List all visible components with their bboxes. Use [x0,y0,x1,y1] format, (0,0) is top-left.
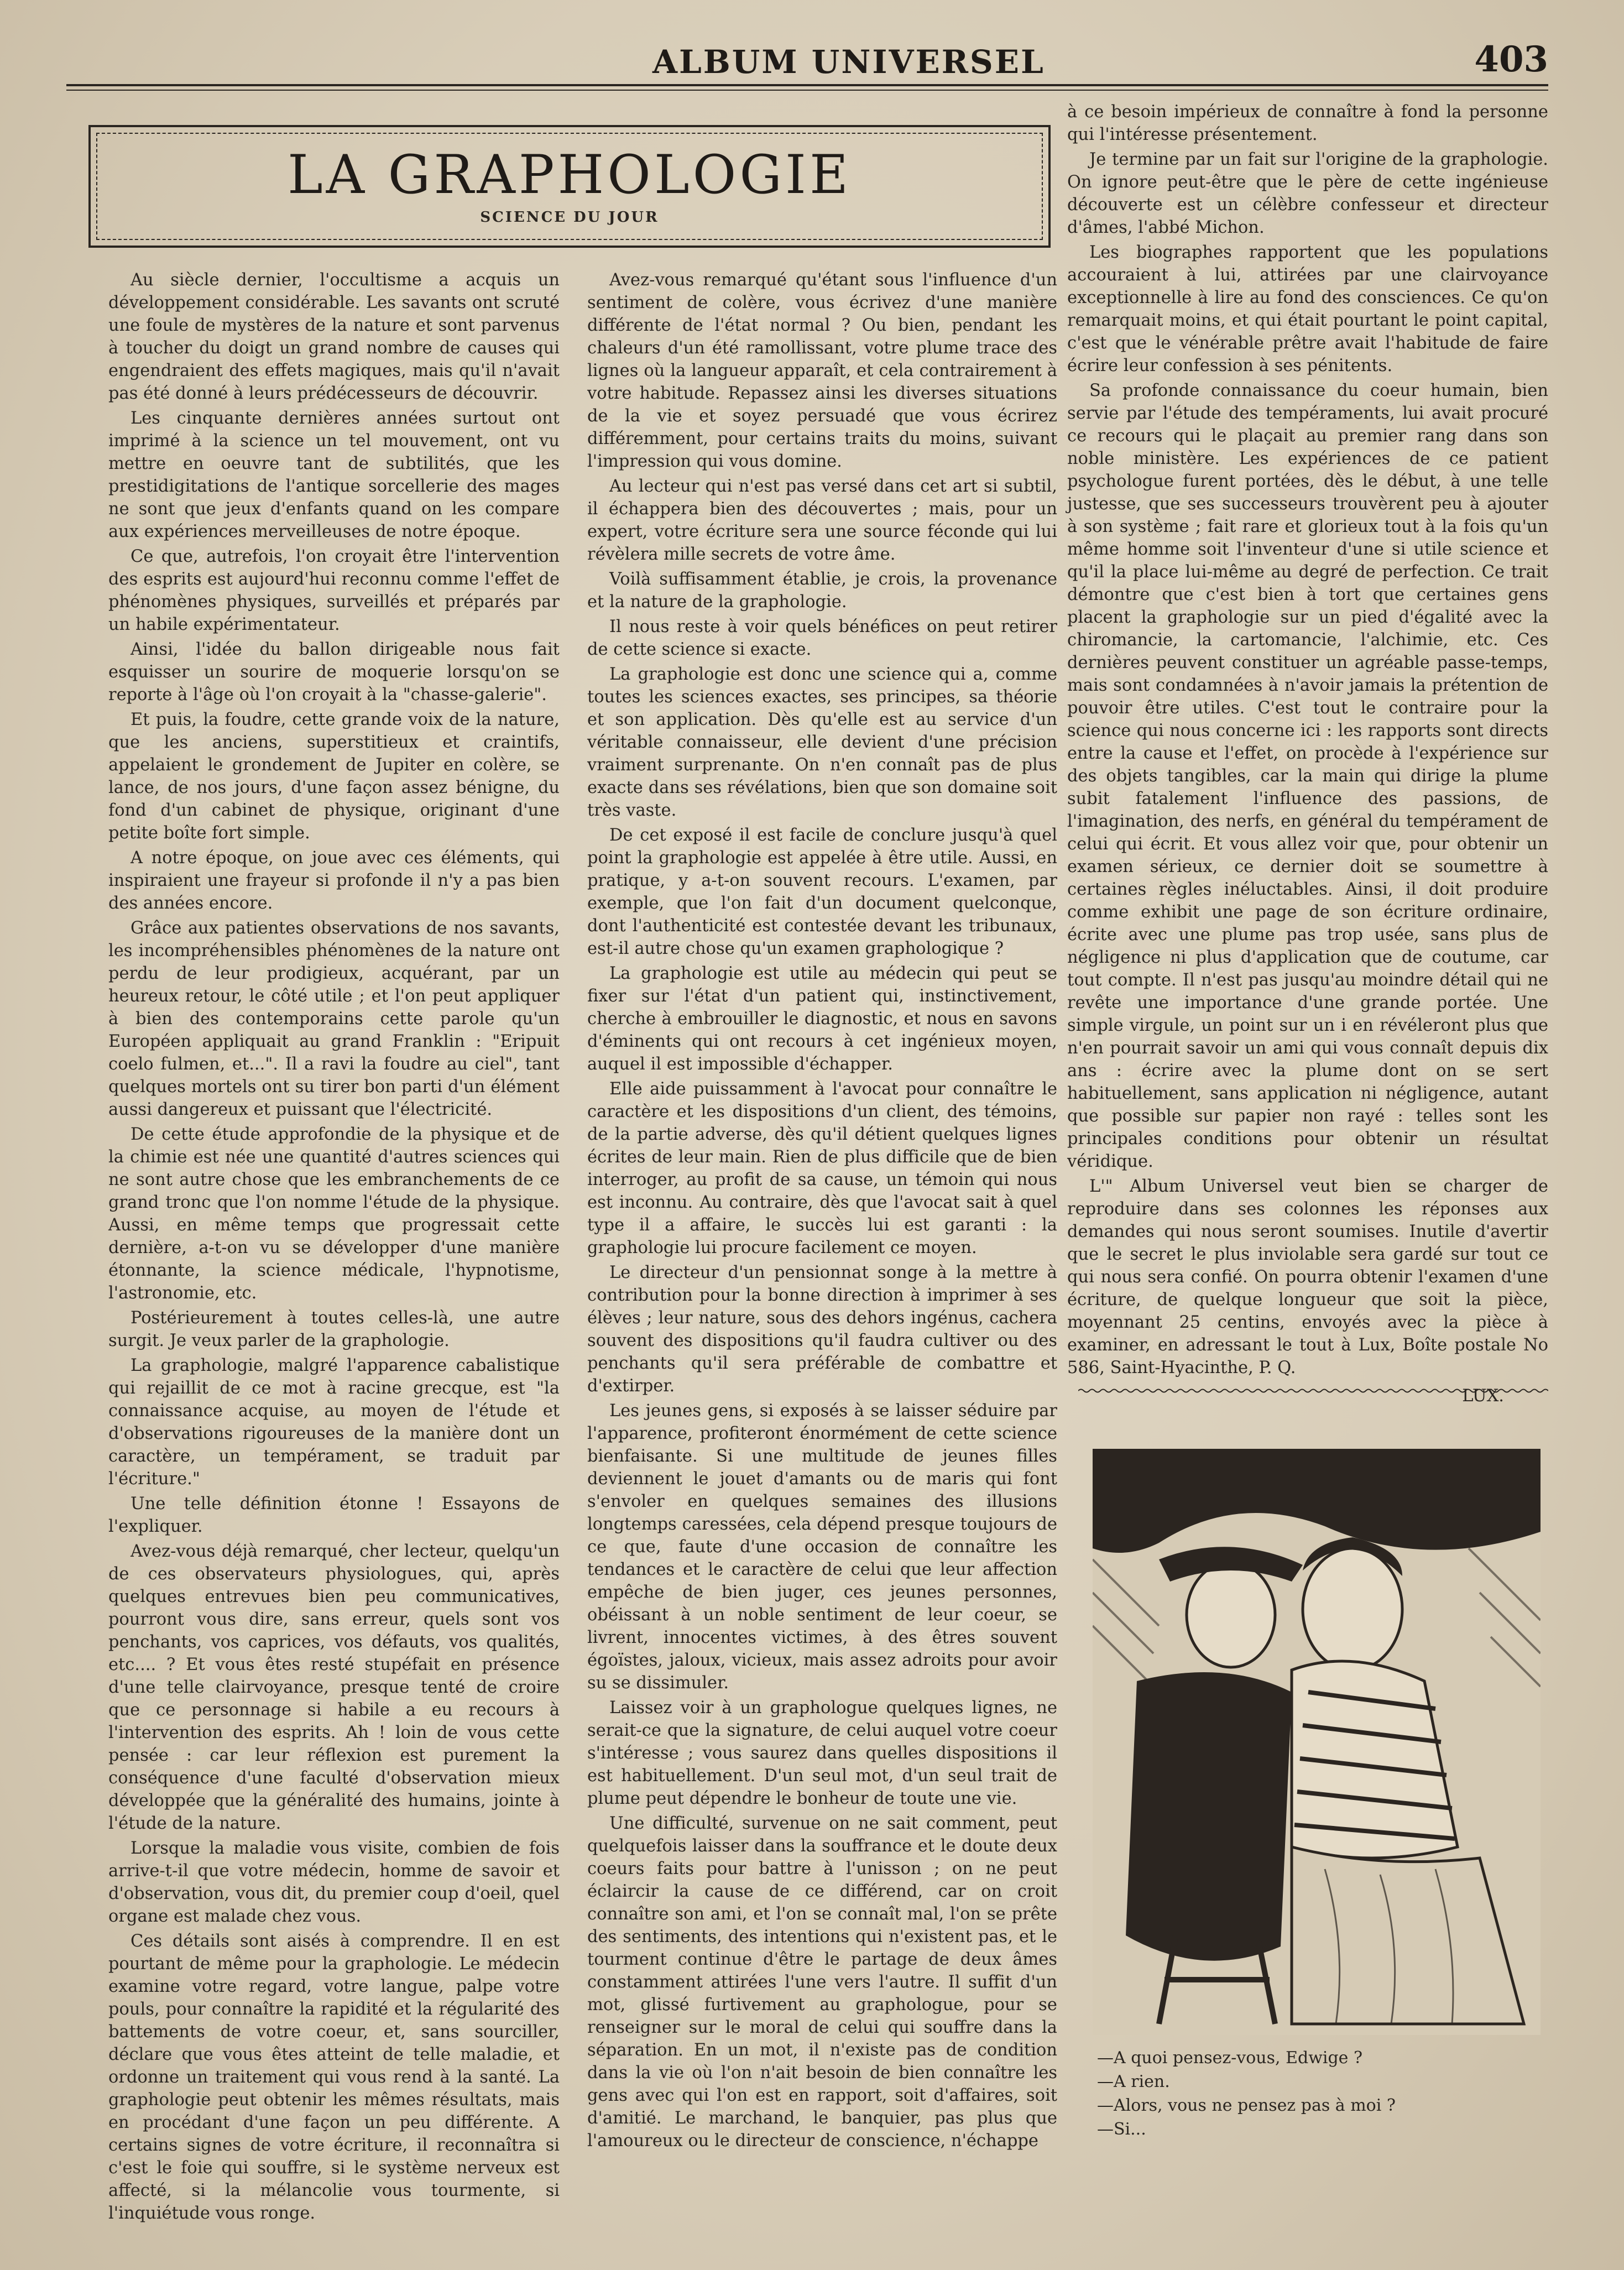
page-header [66,39,1548,83]
paragraph: Ces détails sont aisés à comprendre. Il en est pourtant de même pour la graphologie. Le médecin examine votre regard, votre langue, palpe votre pouls, pour connaître la rapidité et la régularité des battements de votre coeur, et, sans sourciller, déclare que vous êtes atteint de telle maladie, et ordonne un traitement qui vous rend à la santé. La graphologie peut obtenir les mêmes résultats, mais en procédant d'une façon un peu différente. A certains signes de votre écriture, il reconnaîtra si c'est le foie qui souffre, si le système nerveux est affecté, si la mélancolie vous tourmente, si l'inquiétude vous ronge. [108,1932,560,2223]
paragraph: Voilà suffisamment établie, je crois, la provenance et la nature de la graphologie. [587,570,1057,612]
paragraph: Les jeunes gens, si exposés à se laisser séduire par l'apparence, profiteront énormément de cette science bienfaisante. Si une multitude de jeunes filles deviennent le jouet d'amants ou de maris qui font s'envoler en quelques semaines des illusions longtemps caressées, cela dépend presque toujours de ce que, faute d'une occasion de connaître les tendances et le caractère de celui que leur affection empêche de bien juger, ces jeunes personnes, obéissant à un noble sentiment de leur coeur, se livrent, innocentes victimes, à des êtres souvent égoïstes, jaloux, vicieux, mais assez adroits pour avoir su se dissimuler. [587,1401,1057,1693]
article-title-box [88,125,1051,248]
illustration-caption [1097,2046,1539,2141]
paragraph: Grâce aux patientes observations de nos savants, les incompréhensibles phénomènes de la nature ont perdu de leur prodigieux, acquérant, par un heureux retour, le côté utile ; et l'on peut appliquer à bien des contemporains cette parole qu'un Européen appliquait au grand Franklin : "Eripuit coelo fulmen, et...". Il a ravi la foudre au ciel", tant quelques mortels ont su tirer bon parti d'un élément aussi dangereux et puissant que l'électricité. [108,919,560,1119]
column-3 [1067,101,1548,1410]
paragraph: Une difficulté, survenue on ne sait comment, peut quelquefois laisser dans la souffrance et le doute deux coeurs faits pour battre à l'unisson ; on ne peut éclaircir la cause de ce différend, car on croit connaître son ami, et l'on se connaît mal, l'on se prête des sentiments, des intentions qui n'existent pas, et le tourment continue d'être le partage de deux âmes constamment attirées l'une vers l'autre. Il suffit d'un mot, glissé furtivement au graphologue, pour se renseigner sur le moral de celui qui souffre dans la séparation. En un mot, il n'existe pas de condition dans la vie où l'on n'ait besoin de bien connaître les gens avec qui l'on est en rapport, soit d'affaires, soit d'amitié. Le marchand, le banquier, pas plus que l'amoureux ou le directeur de conscience, n'échappe [587,1814,1057,2151]
paragraph: Avez-vous déjà remarqué, cher lecteur, quelqu'un de ces observateurs physiologues, qui, après quelques entrevues bien peu communicatives, pourront vous dire, sans erreur, quels sont vos penchants, vos caprices, vos défauts, vos qualités, etc.... ? Et vous êtes resté stupéfait en présence d'une telle clairvoyance, presque tenté de croire que ce personnage si habile a eu recours à l'intervention des esprits. Ah ! loin de vous cette pensée : car leur réflexion est purement la conséquence d'une faculté d'observation mieux développée que la généralité des humains, jointe à l'étude de la nature. [108,1542,560,1833]
article-title: LA GRAPHOLOGIE [287,144,852,206]
paragraph: Ce que, autrefois, l'on croyait être l'intervention des esprits est aujourd'hui reconnu comme l'effet de phénomènes physiques, surveillés et préparés par un habile expérimentateur. [108,547,560,634]
caption-line: —A quoi pensez-vous, Edwige ? [1097,2048,1363,2068]
paragraph: Au lecteur qui n'est pas versé dans cet art si subtil, il échappera bien des découvertes ; mais, pour un expert, votre écriture sera une source féconde qui lui révèlera mille secrets de votre âme. [587,477,1057,564]
caption-line: —A rien. [1097,2072,1170,2091]
paragraph: A notre époque, on joue avec ces éléments, qui inspiraient une frayeur si profonde il n'y a pas bien des années encore. [108,848,560,913]
section-divider [1078,1388,1548,1394]
paragraph: Une telle définition étonne ! Essayons de l'expliquer. [108,1494,560,1536]
author-signature: LUX. [1462,1386,1504,1406]
paragraph: L'" Album Universel veut bien se charger de reproduire dans ses colonnes les réponses aux demandes qui nous seront soumises. Inutile d'avertir que le secret le plus inviolable sera gardé sur tout ce qui nous sera confié. On pourra obtenir l'examen d'une écriture, de quelque longueur que soit la pièce, moyennant 25 centins, envoyés avec la pièce à examiner, en adressant le tout à Lux, Boîte postale No 586, Saint-Hyacinthe, P. Q. [1067,1177,1548,1377]
paragraph: Sa profonde connaissance du coeur humain, bien servie par l'étude des tempéraments, lui avait procuré ce recours qui le plaçait au premier rang dans son noble ministère. Les expériences de ce patient psychologue furent portées, dès le début, à une telle justesse, que ses successeurs trouvèrent peu à ajouter à son système ; fait rare et glorieux tout à la fois qu'un même homme soit l'inventeur d'une si utile science et qu'il la place lui-même au degré de perfection. Ce trait démontre que c'est bien à tort que certaines gens placent la graphologie sur un pied d'égalité avec la chiromancie, la cartomancie, l'alchimie, etc. Ces dernières peuvent constituer un agréable passe-temps, mais sont condamnées à n'avoir jamais la prétention de pouvoir être utiles. C'est tout le contraire pour la science qui nous concerne ici : les rapports sont directs entre la cause et l'effet, on procède à l'expérience sur des objets tangibles, car la main qui dirige la plume subit fatalement l'influence des passions, de l'imagination, des nerfs, en général du tempérament de celui qui écrit. Et vous allez voir que, pour obtenir un examen sérieux, ce dernier doit se soumettre à certaines règles inéluctables. Ainsi, il doit produire comme exhibit une page de son écriture ordinaire, écrite avec une plume pas trop usée, sans plus de négligence ni plus d'application que de coutume, car tout compte. Il n'est pas jusqu'au moindre détail qui ne revête une importance d'une grande portée. Une simple virgule, un point sur un i en révéleront plus que n'en pourrait savoir un ami qui vous connaît depuis dix ans : écrire avec la plume dont on se sert habituellement, sans application ni négligence, autant que possible sur papier non rayé : telles sont les principales conditions pour obtenir un résultat véridique. [1067,381,1548,1171]
paragraph: Le directeur d'un pensionnat songe à la mettre à contribution pour la bonne direction à imprimer à ses élèves ; leur nature, sous des dehors ingénus, cachera souvent des dispositions qu'il faudra cultiver ou des penchants qu'il sera préférable de combattre et d'extirper. [587,1263,1057,1396]
paragraph: Il nous reste à voir quels bénéfices on peut retirer de cette science si exacte. [587,617,1057,659]
header-rule [66,84,1548,91]
engraving-couple-icon [1093,1449,1541,2035]
paragraph: Les biographes rapportent que les populations accouraient à lui, attirées par une clairvoyance exceptionnelle à lire au fond des consciences. Ce qu'on remarquait moins, et qui était pourtant le point capital, c'est que le vénérable prêtre avait l'habitude de faire écrire leur confession à ses pénitents. [1067,243,1548,375]
paragraph: De cet exposé il est facile de conclure jusqu'à quel point la graphologie est appelée à être utile. Aussi, en pratique, y a-t-on souvent recours. L'examen, par exemple, que l'on fait d'un document quelconque, dont l'authenticité est contestée devant les tribunaux, est-il autre chose qu'un examen graphologique ? [587,826,1057,958]
publication-title: ALBUM UNIVERSEL [652,43,1045,81]
paragraph: Et puis, la foudre, cette grande voix de la nature, que les anciens, superstitieux et craintifs, appelaient le grondement de Jupiter en colère, se lance, de nos jours, d'une façon assez bénigne, du fond d'un cabinet de physique, originant d'une petite boîte fort simple. [108,710,560,843]
paragraph: La graphologie, malgré l'apparence cabalistique qui rejaillit de ce mot à racine grecque, est "la connaissance acquise, au moyen de l'étude et d'observations rigoureuses de la manière dont un caractère, un tempérament, se traduit par l'écriture." [108,1356,560,1489]
page-number: 403 [1474,39,1548,80]
paragraph: La graphologie est donc une science qui a, comme toutes les sciences exactes, ses principes, sa théorie et son application. Dès qu'elle est au service d'un véritable connaisseur, elle devient d'une précision vraiment surprenante. On n'en connaît pas de plus exacte dans ses révélations, bien que son domaine soit très vaste. [587,665,1057,820]
article-subtitle: SCIENCE DU JOUR [480,209,659,226]
paragraph: Ainsi, l'idée du ballon dirigeable nous fait esquisser un sourire de moquerie lorsqu'on se reporte à l'âge où l'on croyait à la "chasse-galerie". [108,640,560,705]
paragraph: Laissez voir à un graphologue quelques lignes, ne serait-ce que la signature, de celui auquel votre coeur s'intéresse ; vous saurez dans quelles dispositions il est habituellement. D'un seul mot, d'un seul trait de plume peut dépendre le bonheur de toute une vie. [587,1698,1057,1808]
column-2 [587,269,1057,2154]
paragraph: Elle aide puissamment à l'avocat pour connaître le caractère et les dispositions d'un client, des témoins, de la partie adverse, dès qu'il détient quelques lignes écrites de leur main. Rien de plus difficile que de bien interroger, au profit de sa cause, un témoin qui nous est inconnu. Au contraire, dès que l'avocat sait à quel type il a affaire, le succès lui est garanti : la graphologie lui procure facilement ce moyen. [587,1079,1057,1257]
paragraph: Au siècle dernier, l'occultisme a acquis un développement considérable. Les savants ont scruté une foule de mystères de la nature et sont parvenus à toucher du doigt un grand nombre de causes qui engendraient des effets magiques, mais qu'il n'avait pas été donné à leurs prédécesseurs de découvrir. [108,270,560,403]
paragraph: Je termine par un fait sur l'origine de la graphologie. On ignore peut-être que le père de cette ingénieuse découverte est un célèbre confesseur et directeur d'âmes, l'abbé Michon. [1067,150,1548,237]
paragraph: Les cinquante dernières années surtout ont imprimé à la science un tel mouvement, ont vu mettre en oeuvre tant de subtilités, que les prestidigitations de l'antique sorcellerie des mages ne sont que jeux d'enfants quand on les compare aux expériences merveilleuses de notre époque. [108,409,560,541]
paragraph: Avez-vous remarqué qu'étant sous l'influence d'un sentiment de colère, vous écrivez d'une manière différente de l'état normal ? Ou bien, pendant les chaleurs d'un été ramollissant, votre plume trace des lignes où la langueur apparaît, et cela contrairement à votre habitude. Repassez ainsi les diverses situations de la vie et soyez persuadé que vous écrirez différemment, pour certains traits du moins, suivant l'impression qui vous domine. [587,270,1057,471]
paragraph: Postérieurement à toutes celles-là, une autre surgit. Je veux parler de la graphologie. [108,1308,560,1350]
paragraph: De cette étude approfondie de la physique et de la chimie est née une quantité d'autres sciences qui ne sont autre chose que les embranchements de ce grand tronc que l'on nomme l'étude de la physique. Aussi, en même temps que progressait cette dernière, a-t-on vu se développer d'une manière étonnante, la science médicale, l'hypnotisme, l'astronomie, etc. [108,1125,560,1303]
caption-line: —Alors, vous ne pensez pas à moi ? [1097,2096,1396,2115]
paragraph: à ce besoin impérieux de connaître à fond la personne qui l'intéresse présentement. [1067,102,1548,144]
paragraph: La graphologie est utile au médecin qui peut se fixer sur l'état d'un patient qui, instinctivement, cherche à embrouiller le diagnostic, et nous en savons d'éminents qui ont recours à cet ingénieux moyen, auquel il est impossible d'échapper. [587,964,1057,1074]
caption-line: —Si... [1097,2120,1146,2139]
column-1 [108,269,560,2227]
paragraph: Lorsque la maladie vous visite, combien de fois arrive-t-il que votre médecin, homme de savoir et d'observation, vous dit, du premier coup d'oeil, quel organe est malade chez vous. [108,1839,560,1926]
